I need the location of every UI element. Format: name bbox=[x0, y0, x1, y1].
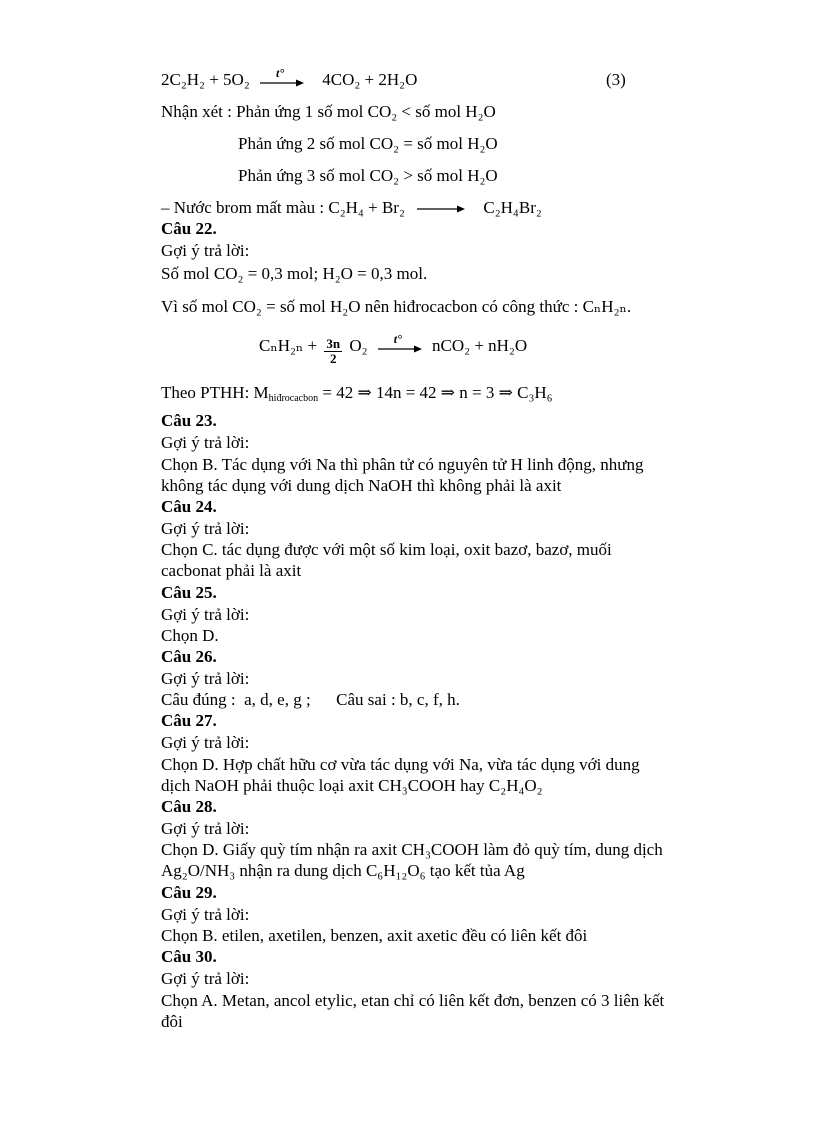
reaction-arrow-icon bbox=[260, 66, 304, 87]
answer-line: Câu đúng : a, d, e, g ; Câu sai : b, c, f, h. bbox=[161, 690, 460, 709]
heat-label: t° bbox=[276, 66, 285, 80]
answer-line: đôi bbox=[161, 1012, 183, 1031]
eq3-right: 4CO₂ + 2H₂O bbox=[322, 70, 418, 89]
q22-line-3b: = 42 ⇒ 14n = 42 ⇒ n = 3 ⇒ C₃H₆ bbox=[318, 383, 553, 402]
question-hint: Gợi ý trả lời: bbox=[161, 605, 250, 624]
q22-equation bbox=[259, 332, 528, 366]
question-title: Câu 28. bbox=[161, 797, 217, 816]
question-hint: Gợi ý trả lời: bbox=[161, 433, 250, 452]
question-hint: Gợi ý trả lời: bbox=[161, 819, 250, 838]
remark-line-1 bbox=[161, 102, 496, 122]
remark-r2: Phản ứng 2 số mol CO₂ = số mol H₂O bbox=[238, 134, 498, 153]
q22-line-1: Số mol CO₂ = 0,3 mol; H₂O = 0,3 mol. bbox=[161, 264, 428, 283]
question-hint: Gợi ý trả lời: bbox=[161, 241, 250, 260]
answer-line: Chọn D. Giấy quỳ tím nhận ra axit CH₃COOH làm đỏ quỳ tím, dung dịch bbox=[161, 840, 663, 859]
q22-eq-right: nCO₂ + nH₂O bbox=[432, 336, 528, 355]
question-title: Câu 29. bbox=[161, 883, 217, 902]
question-hint: Gợi ý trả lời: bbox=[161, 905, 250, 924]
brom-text: – Nước brom mất màu : C₂H₄ + Br₂ bbox=[161, 198, 405, 217]
q22-eq-left: CₙH₂ₙ + bbox=[259, 336, 318, 355]
question-title: Câu 22. bbox=[161, 219, 217, 238]
q22-eq-o2: O₂ bbox=[349, 336, 368, 355]
remark-r3: Phản ứng 3 số mol CO₂ > số mol H₂O bbox=[238, 166, 498, 185]
answer-line: Chọn B. etilen, axetilen, benzen, axit axetic đều có liên kết đôi bbox=[161, 926, 588, 945]
remark-r1: Phản ứng 1 số mol CO₂ < số mol H₂O bbox=[236, 102, 496, 121]
brom-product: C₂H₄Br₂ bbox=[483, 198, 542, 217]
q22-line-3a: Theo PTHH: M bbox=[161, 383, 269, 402]
equation-3 bbox=[161, 66, 418, 90]
question-hint: Gợi ý trả lời: bbox=[161, 669, 250, 688]
answer-line: Ag₂O/NH₃ nhận ra dung dịch C₆H₁₂O₆ tạo kết tủa Ag bbox=[161, 861, 525, 880]
question-title: Câu 27. bbox=[161, 711, 217, 730]
question-hint: Gợi ý trả lời: bbox=[161, 733, 250, 752]
fraction-numerator: 3n bbox=[326, 336, 341, 351]
eq3-number: (3) bbox=[606, 70, 626, 89]
eq3-left: 2C₂H₂ + 5O₂ bbox=[161, 70, 250, 89]
answer-line: dịch NaOH phải thuộc loại axit CH₃COOH hay C₂H₄O₂ bbox=[161, 776, 543, 795]
reaction-arrow-icon bbox=[378, 332, 422, 353]
question-title: Câu 24. bbox=[161, 497, 217, 516]
question-title: Câu 30. bbox=[161, 947, 217, 966]
question-title: Câu 23. bbox=[161, 411, 217, 430]
remark-label: Nhận xét : bbox=[161, 102, 232, 121]
question-hint: Gợi ý trả lời: bbox=[161, 969, 250, 988]
answer-line: cacbonat phải là axit bbox=[161, 561, 302, 580]
question-title: Câu 25. bbox=[161, 583, 217, 602]
question-hint: Gợi ý trả lời: bbox=[161, 519, 250, 538]
answer-line: Chọn A. Metan, ancol etylic, etan chỉ có liên kết đơn, benzen có 3 liên kết bbox=[161, 991, 665, 1010]
q22-line-3-sub: hiđrocacbon bbox=[268, 393, 319, 404]
reaction-arrow-icon bbox=[415, 201, 465, 215]
answer-line: Chọn D. Hợp chất hữu cơ vừa tác dụng với Na, vừa tác dụng với dung bbox=[161, 755, 640, 774]
answer-line: Chọn C. tác dụng được với một số kim loại, oxit bazơ, bazơ, muối bbox=[161, 540, 612, 559]
answer-line: không tác dụng với dung dịch NaOH thì không phải là axit bbox=[161, 476, 562, 495]
fraction bbox=[324, 337, 342, 366]
q22-line-3 bbox=[161, 383, 553, 403]
q22-line-2: Vì số mol CO₂ = số mol H₂O nên hiđrocacbon có công thức : CₙH₂ₙ. bbox=[161, 297, 632, 316]
fraction-denominator: 2 bbox=[329, 351, 337, 366]
answer-line: Chọn B. Tác dụng với Na thì phân tử có nguyên tử H linh động, nhưng bbox=[161, 455, 644, 474]
heat-label: t° bbox=[393, 332, 402, 346]
brom-line bbox=[161, 198, 542, 218]
answer-line: Chọn D. bbox=[161, 626, 219, 645]
question-title: Câu 26. bbox=[161, 647, 217, 666]
